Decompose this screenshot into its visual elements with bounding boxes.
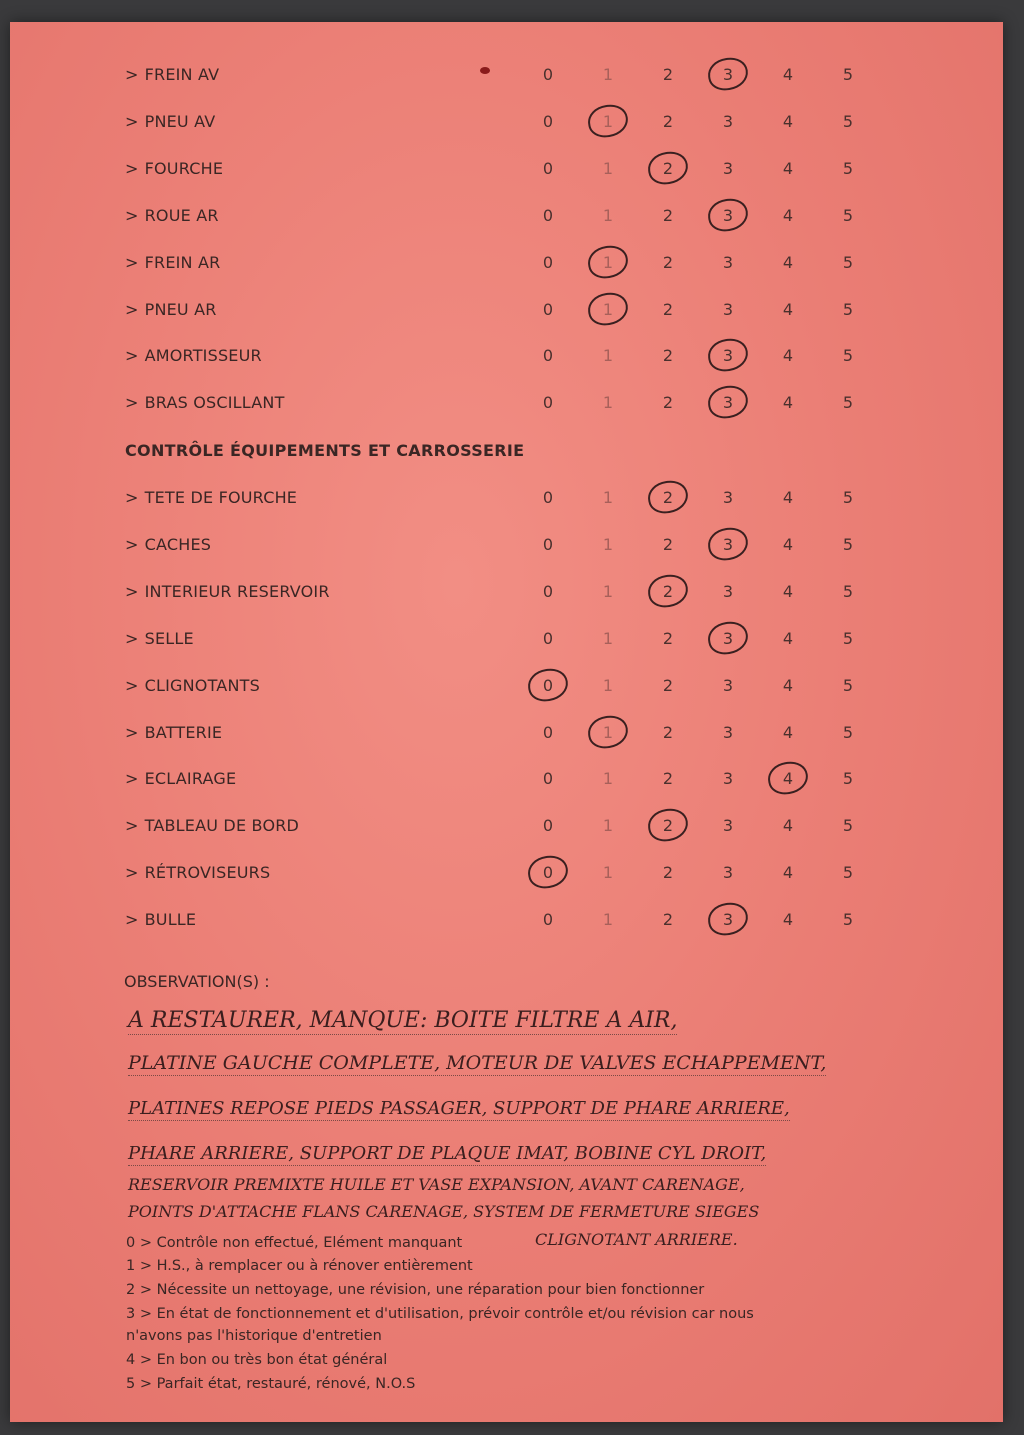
row-label: > CACHES (125, 534, 212, 554)
score-3: 3 (722, 722, 734, 742)
score-4: 4 (782, 65, 794, 84)
score-3: 3 (722, 65, 734, 84)
score-1: 1 (602, 534, 614, 554)
row-label: > PNEU AV (125, 111, 216, 131)
score-4: 4 (782, 158, 794, 178)
row-label: > CLIGNOTANTS (125, 675, 260, 695)
score-2: 2 (662, 910, 674, 930)
score-5: 5 (842, 675, 854, 695)
observations-title: OBSERVATION(S) : (124, 972, 270, 991)
legend-line: 0 > Contrôle non effectué, Elément manquant (126, 1235, 463, 1251)
score-1: 1 (602, 581, 614, 601)
rating-row (10, 853, 1003, 893)
score-5: 5 (842, 769, 854, 789)
score-1: 1 (602, 910, 614, 930)
score-1: 1 (602, 628, 614, 648)
score-5: 5 (842, 628, 854, 648)
score-2: 2 (662, 252, 674, 272)
score-3: 3 (722, 252, 734, 272)
legend-line: 1 > H.S., à remplacer ou à rénover entièrement (126, 1258, 473, 1274)
score-1: 1 (602, 111, 614, 131)
row-label: > ECLAIRAGE (125, 769, 237, 789)
score-3: 3 (722, 910, 734, 930)
score-5: 5 (842, 534, 854, 554)
score-1: 1 (602, 816, 614, 836)
score-4: 4 (782, 393, 794, 413)
score-2: 2 (662, 769, 674, 789)
score-4: 4 (782, 111, 794, 131)
legend-line: n'avons pas l'historique d'entretien (126, 1328, 382, 1344)
observation-line: PLATINE GAUCHE COMPLETE, MOTEUR DE VALVES ECHAPPEMENT, (128, 1052, 827, 1074)
rating-row (10, 149, 1003, 189)
row-label: > BULLE (125, 910, 197, 930)
score-3: 3 (722, 346, 734, 366)
legend-line: 4 > En bon ou très bon état général (126, 1352, 388, 1368)
score-3: 3 (722, 769, 734, 789)
score-2: 2 (662, 65, 674, 84)
score-0: 0 (542, 628, 554, 648)
score-1: 1 (602, 863, 614, 883)
score-0: 0 (542, 863, 554, 883)
score-2: 2 (662, 863, 674, 883)
row-label: > FREIN AV (125, 65, 220, 84)
rating-row (10, 572, 1003, 612)
row-label: > TABLEAU DE BORD (125, 816, 300, 836)
rating-row (10, 55, 1003, 95)
score-1: 1 (602, 299, 614, 319)
score-0: 0 (542, 769, 554, 789)
rating-row (10, 619, 1003, 659)
score-5: 5 (842, 722, 854, 742)
score-5: 5 (842, 252, 854, 272)
score-4: 4 (782, 346, 794, 366)
rating-row (10, 196, 1003, 236)
score-4: 4 (782, 534, 794, 554)
score-2: 2 (662, 534, 674, 554)
score-3: 3 (722, 111, 734, 131)
score-2: 2 (662, 675, 674, 695)
score-2: 2 (662, 488, 674, 507)
score-0: 0 (542, 393, 554, 413)
score-2: 2 (662, 628, 674, 648)
score-3: 3 (722, 628, 734, 648)
score-5: 5 (842, 65, 854, 84)
observation-line: CLIGNOTANT ARRIERE. (535, 1230, 738, 1249)
score-2: 2 (662, 393, 674, 413)
score-0: 0 (542, 111, 554, 131)
rating-row (10, 290, 1003, 330)
score-4: 4 (782, 252, 794, 272)
score-3: 3 (722, 675, 734, 695)
row-label: > BRAS OSCILLANT (125, 393, 285, 413)
score-5: 5 (842, 299, 854, 319)
score-1: 1 (602, 205, 614, 225)
score-0: 0 (542, 299, 554, 319)
rating-row (10, 900, 1003, 940)
legend-line: 2 > Nécessite un nettoyage, une révision, une réparation pour bien fonctionner (126, 1282, 705, 1298)
score-1: 1 (602, 488, 614, 507)
score-4: 4 (782, 299, 794, 319)
score-4: 4 (782, 675, 794, 695)
row-label: > AMORTISSEUR (125, 346, 262, 366)
score-4: 4 (782, 581, 794, 601)
score-5: 5 (842, 393, 854, 413)
score-3: 3 (722, 534, 734, 554)
score-3: 3 (722, 863, 734, 883)
section-title: CONTRÔLE ÉQUIPEMENTS ET CARROSSERIE (125, 441, 525, 460)
score-0: 0 (542, 816, 554, 836)
score-1: 1 (602, 393, 614, 413)
score-0: 0 (542, 158, 554, 178)
rating-row (10, 713, 1003, 753)
observation-line: PLATINES REPOSE PIEDS PASSAGER, SUPPORT DE PHARE ARRIERE, (128, 1098, 790, 1119)
score-4: 4 (782, 628, 794, 648)
score-5: 5 (842, 816, 854, 836)
score-5: 5 (842, 346, 854, 366)
score-1: 1 (602, 252, 614, 272)
rating-row (10, 383, 1003, 423)
score-1: 1 (602, 722, 614, 742)
score-3: 3 (722, 581, 734, 601)
rating-row (10, 243, 1003, 283)
score-4: 4 (782, 863, 794, 883)
score-0: 0 (542, 581, 554, 601)
score-2: 2 (662, 299, 674, 319)
score-0: 0 (542, 722, 554, 742)
score-0: 0 (542, 205, 554, 225)
score-2: 2 (662, 111, 674, 131)
rating-row (10, 806, 1003, 846)
score-0: 0 (542, 252, 554, 272)
inspection-sheet (10, 22, 1003, 1422)
score-0: 0 (542, 675, 554, 695)
score-4: 4 (782, 722, 794, 742)
score-3: 3 (722, 488, 734, 507)
score-3: 3 (722, 205, 734, 225)
row-label: > SELLE (125, 628, 194, 648)
score-5: 5 (842, 158, 854, 178)
score-1: 1 (602, 675, 614, 695)
score-3: 3 (722, 816, 734, 836)
score-1: 1 (602, 65, 614, 84)
rating-row (10, 102, 1003, 142)
row-label: > TETE DE FOURCHE (125, 488, 298, 507)
rating-row (10, 666, 1003, 706)
score-3: 3 (722, 299, 734, 319)
row-label: > ROUE AR (125, 205, 219, 225)
score-2: 2 (662, 158, 674, 178)
score-4: 4 (782, 816, 794, 836)
row-label: > FOURCHE (125, 158, 224, 178)
score-5: 5 (842, 581, 854, 601)
score-1: 1 (602, 769, 614, 789)
score-3: 3 (722, 393, 734, 413)
score-4: 4 (782, 769, 794, 789)
row-label: > BATTERIE (125, 722, 223, 742)
score-5: 5 (842, 863, 854, 883)
score-3: 3 (722, 158, 734, 178)
score-2: 2 (662, 205, 674, 225)
row-label: > RÉTROVISEURS (125, 863, 271, 883)
rating-row (10, 336, 1003, 376)
score-0: 0 (542, 534, 554, 554)
score-2: 2 (662, 816, 674, 836)
row-label: > PNEU AR (125, 299, 217, 319)
score-4: 4 (782, 205, 794, 225)
score-2: 2 (662, 581, 674, 601)
rating-row (10, 759, 1003, 799)
score-4: 4 (782, 488, 794, 507)
legend-line: 3 > En état de fonctionnement et d'utilisation, prévoir contrôle et/ou révision car nous (126, 1306, 754, 1322)
legend-line: 5 > Parfait état, restauré, rénové, N.O.S (126, 1376, 416, 1392)
rating-row (10, 525, 1003, 565)
score-0: 0 (542, 488, 554, 507)
observation-line: RESERVOIR PREMIXTE HUILE ET VASE EXPANSION, AVANT CARENAGE, (128, 1175, 745, 1194)
score-5: 5 (842, 111, 854, 131)
score-2: 2 (662, 722, 674, 742)
score-1: 1 (602, 158, 614, 178)
observation-line: PHARE ARRIERE, SUPPORT DE PLAQUE IMAT, BOBINE CYL DROIT, (128, 1143, 767, 1164)
row-label: > FREIN AR (125, 252, 221, 272)
score-0: 0 (542, 910, 554, 930)
score-5: 5 (842, 488, 854, 507)
rating-row (10, 478, 1003, 518)
score-5: 5 (842, 205, 854, 225)
score-5: 5 (842, 910, 854, 930)
observation-line: POINTS D'ATTACHE FLANS CARENAGE, SYSTEM DE FERMETURE SIEGES (128, 1202, 760, 1221)
score-0: 0 (542, 65, 554, 84)
score-2: 2 (662, 346, 674, 366)
score-1: 1 (602, 346, 614, 366)
score-0: 0 (542, 346, 554, 366)
observation-line: A RESTAURER, MANQUE: BOITE FILTRE A AIR, (128, 1008, 678, 1033)
score-4: 4 (782, 910, 794, 930)
row-label: > INTERIEUR RESERVOIR (125, 581, 330, 601)
